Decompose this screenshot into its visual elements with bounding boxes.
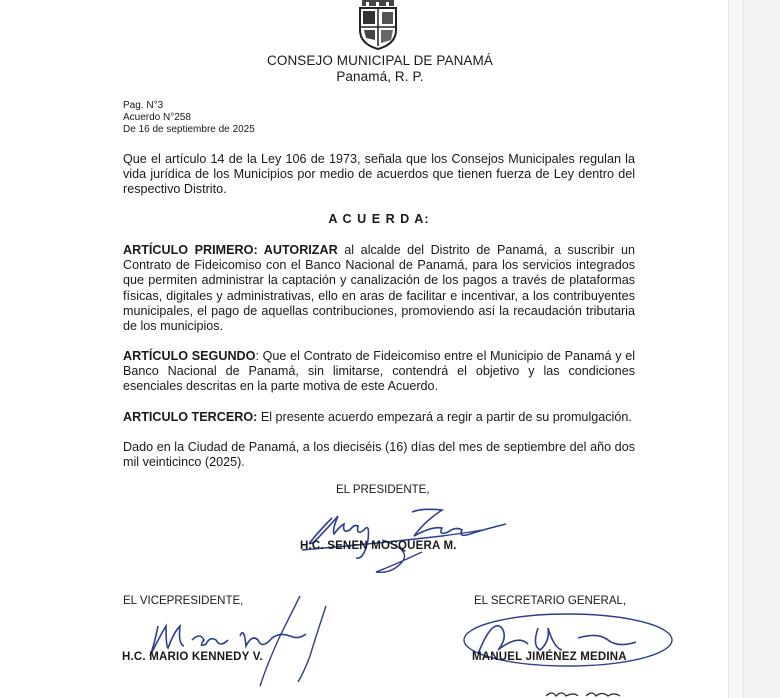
secretary-signature [458, 598, 678, 678]
article-second [123, 349, 635, 395]
vice-president-signature [140, 596, 340, 696]
page-number: Pag. N°3 [123, 100, 164, 111]
article-second-label: ARTÍCULO SEGUNDO [123, 349, 256, 363]
initials-mark [544, 688, 624, 698]
council-title: CONSEJO MUNICIPAL DE PANAMÁ [267, 53, 493, 68]
side-strip [728, 0, 744, 698]
article-third-text: El presente acuerdo empezará a regir a partir de su promulgación. [260, 410, 632, 424]
agreement-number: Acuerdo N°258 [123, 112, 191, 123]
president-name: H.C. SENEN MOSQUERA M. [300, 540, 457, 552]
secretary-name: MANUEL JIMÉNEZ MEDINA [472, 651, 627, 663]
article-first: ARTÍCULO PRIMERO: AUTORIZAR al alcalde del Distrito de Panamá, a suscribir un Contrato de Fideicomiso con el Banco Nacional de Panamá, para los servicios integrados que permiten administrar la captación y canalización de los pagos a través de plataformas físicas, digitales y administrativas, ello en aras de facilitar e incentivar, a los contribuyentes municipales, el pago de aquellas contribuciones, promoviendo así la recaudación tributaria de los municipios. [123, 243, 636, 334]
acuerda-heading: A C U E R D A: [328, 212, 430, 226]
closing-paragraph: Dado en la Ciudad de Panamá, a los dieciséis (16) días del mes de septiembre del año dos mil veinticinco (2025). [123, 440, 635, 470]
vice-president-name: H.C. MARIO KENNEDY V. [122, 651, 263, 663]
article-second-text: : Que el Contrato de Fideicomiso entre el Municipio de Panamá y el Banco Nacional de Panamá, sin limitarse, contendrá el objetivo y las condiciones esenciales descritas en la parte motiva de este Acuerdo. [123, 349, 636, 394]
article-first-label: ARTÍCULO PRIMERO [123, 243, 254, 257]
article-third-label: ARTICULO TERCERO: [123, 410, 258, 424]
secretary-label: EL SECRETARIO GENERAL, [474, 595, 627, 607]
coat-of-arms-logo [354, 0, 402, 50]
intro-paragraph: Que el artículo 14 de la Ley 106 de 1973, señala que los Consejos Municipales regulan la vida jurídica de los Municipios por medio de acuerdos que tienen fuerza de Ley dentro del respectivo Distrito. [123, 152, 635, 197]
city-subtitle: Panamá, R. P. [336, 69, 424, 84]
president-label: EL PRESIDENTE, [336, 484, 430, 496]
article-first-text: al alcalde del Distrito de Panamá, a suscribir un Contrato de Fideicomiso con el Banco Nacional de Panamá, para los servicios integrados que permiten administrar la captación y canalización de los pagos a través de plataformas físicas, digitales y administrativas, ello en aras de facilitar e incentivar, a los contribuyentes municipales, el pago de aquellas contribuciones, promoviendo así la recaudación tributaria de los municipios. [123, 243, 636, 334]
agreement-date: De 16 de septiembre de 2025 [123, 124, 255, 135]
vice-president-label: EL VICEPRESIDENTE, [123, 595, 244, 607]
article-first-verb: AUTORIZAR [263, 243, 338, 257]
article-third [123, 410, 635, 425]
